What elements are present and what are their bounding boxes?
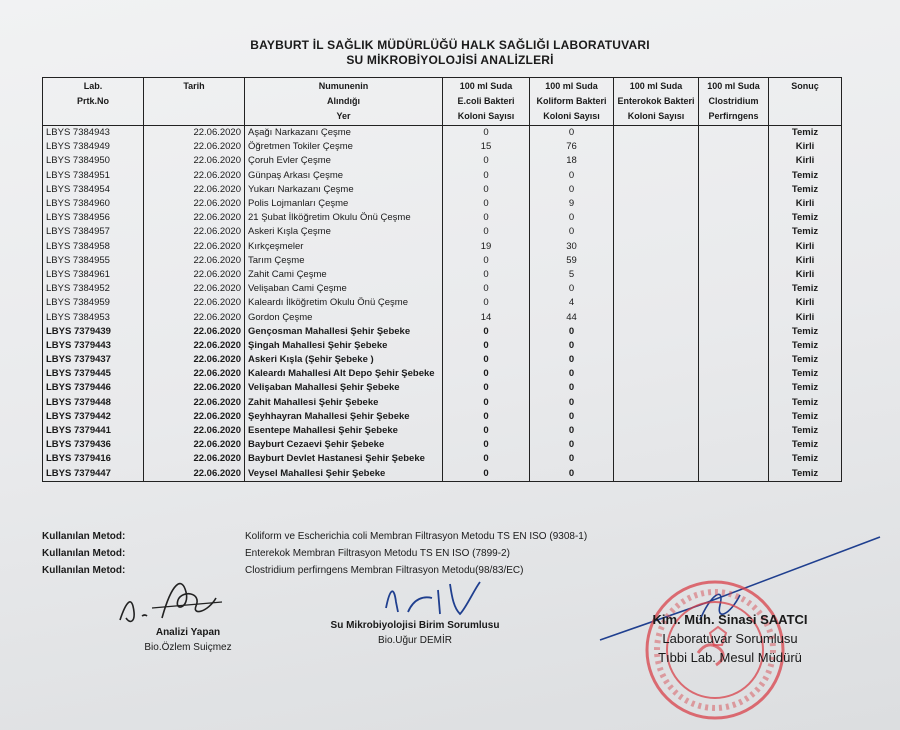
table-row — [43, 254, 842, 268]
ecoli-count-cell: 0 — [443, 467, 530, 482]
enterokok-count-cell — [614, 438, 699, 452]
date-cell: 22.06.2020 — [144, 197, 245, 211]
clostridium-cell — [699, 438, 769, 452]
result-cell: Temiz — [769, 381, 842, 395]
lab-number-cell: LBYS 7384943 — [43, 126, 144, 141]
clostridium-cell — [699, 452, 769, 466]
result-cell: Temiz — [769, 169, 842, 183]
table-row — [43, 396, 842, 410]
date-cell: 22.06.2020 — [144, 254, 245, 268]
ecoli-count-cell: 0 — [443, 353, 530, 367]
clostridium-cell — [699, 339, 769, 353]
date-cell: 22.06.2020 — [144, 339, 245, 353]
clostridium-cell — [699, 211, 769, 225]
table-row — [43, 452, 842, 466]
ecoli-count-cell: 0 — [443, 197, 530, 211]
analyst-signature — [112, 572, 232, 632]
enterokok-count-cell — [614, 367, 699, 381]
sample-location-cell: Çoruh Evler Çeşme — [245, 154, 443, 168]
koliform-count-cell: 0 — [530, 438, 614, 452]
ecoli-count-cell: 0 — [443, 424, 530, 438]
chief-title: Laboratuvar Sorumlusu — [662, 631, 798, 646]
clostridium-cell — [699, 410, 769, 424]
table-row — [43, 339, 842, 353]
clostridium-cell — [699, 240, 769, 254]
sample-location-cell: Zahit Cami Çeşme — [245, 268, 443, 282]
koliform-count-cell: 5 — [530, 268, 614, 282]
table-row — [43, 211, 842, 225]
ecoli-count-cell: 0 — [443, 154, 530, 168]
lab-number-cell: LBYS 7379446 — [43, 381, 144, 395]
enterokok-count-cell — [614, 353, 699, 367]
lab-number-cell: LBYS 7384951 — [43, 169, 144, 183]
table-row — [43, 438, 842, 452]
table-row — [43, 183, 842, 197]
date-cell: 22.06.2020 — [144, 353, 245, 367]
lab-number-cell: LBYS 7384953 — [43, 310, 144, 324]
table-row — [43, 310, 842, 324]
koliform-count-cell: 9 — [530, 197, 614, 211]
analyst-role: Analizi Yapan — [155, 627, 221, 638]
ecoli-count-cell: 19 — [443, 240, 530, 254]
sample-location-cell: Veysel Mahallesi Şehir Şebeke — [245, 467, 443, 482]
table-header-row — [43, 78, 842, 126]
result-cell: Temiz — [769, 211, 842, 225]
sample-location-cell: Askeri Kışla Çeşme — [245, 225, 443, 239]
col-header-lab: Lab. Prtk.No — [43, 78, 144, 126]
koliform-count-cell: 0 — [530, 183, 614, 197]
clostridium-cell — [699, 282, 769, 296]
sample-location-cell: Velişaban Mahallesi Şehir Şebeke — [245, 381, 443, 395]
enterokok-count-cell — [614, 154, 699, 168]
date-cell: 22.06.2020 — [144, 268, 245, 282]
table-row — [43, 240, 842, 254]
sample-location-cell: Zahit Mahallesi Şehir Şebeke — [245, 396, 443, 410]
koliform-count-cell: 0 — [530, 325, 614, 339]
lab-number-cell: LBYS 7384950 — [43, 154, 144, 168]
result-cell: Temiz — [769, 367, 842, 381]
date-cell: 22.06.2020 — [144, 154, 245, 168]
table-row — [43, 296, 842, 310]
enterokok-count-cell — [614, 296, 699, 310]
koliform-count-cell: 0 — [530, 396, 614, 410]
col-header-result: Sonuç — [769, 78, 842, 126]
ecoli-count-cell: 0 — [443, 211, 530, 225]
col-header-enterokok: 100 ml Suda Enterokok Bakteri Koloni Sayısı — [614, 78, 699, 126]
result-cell: Temiz — [769, 396, 842, 410]
chief-subtitle: Tıbbi Lab. Mesul Müdürü — [658, 650, 802, 665]
sample-location-cell: Askeri Kışla (Şehir Şebeke ) — [245, 353, 443, 367]
clostridium-cell — [699, 183, 769, 197]
koliform-count-cell: 0 — [530, 126, 614, 141]
koliform-count-cell: 0 — [530, 424, 614, 438]
koliform-count-cell: 59 — [530, 254, 614, 268]
enterokok-count-cell — [614, 452, 699, 466]
enterokok-count-cell — [614, 339, 699, 353]
sample-location-cell: Kaleardı Mahallesi Alt Depo Şehir Şebeke — [245, 367, 443, 381]
lab-number-cell: LBYS 7384949 — [43, 140, 144, 154]
sample-location-cell: Bayburt Cezaevi Şehir Şebeke — [245, 438, 443, 452]
table-row — [43, 353, 842, 367]
document-title: BAYBURT İL SAĞLIK MÜDÜRLÜĞÜ HALK SAĞLIĞI LABORATUVARI — [250, 38, 650, 52]
ecoli-count-cell: 0 — [443, 381, 530, 395]
enterokok-count-cell — [614, 381, 699, 395]
result-cell: Temiz — [769, 325, 842, 339]
koliform-count-cell: 0 — [530, 467, 614, 482]
enterokok-count-cell — [614, 254, 699, 268]
unit-role: Su Mikrobiyolojisi Birim Sorumlusu — [330, 620, 500, 631]
koliform-count-cell: 4 — [530, 296, 614, 310]
lab-number-cell: LBYS 7379439 — [43, 325, 144, 339]
result-cell: Temiz — [769, 438, 842, 452]
koliform-count-cell: 0 — [530, 282, 614, 296]
lab-number-cell: LBYS 7379436 — [43, 438, 144, 452]
col-header-clostridium: 100 ml Suda Clostridium Perfirngens — [699, 78, 769, 126]
clostridium-cell — [699, 169, 769, 183]
method-row: Kullanılan Metod: Clostridium perfirngens Membran Filtrasyon Metodu(98/83/EC) — [42, 565, 524, 576]
enterokok-count-cell — [614, 410, 699, 424]
date-cell: 22.06.2020 — [144, 452, 245, 466]
sample-location-cell: Kaleardı İlköğretim Okulu Önü Çeşme — [245, 296, 443, 310]
result-cell: Temiz — [769, 467, 842, 482]
analyst-signature-block — [128, 627, 248, 653]
enterokok-count-cell — [614, 140, 699, 154]
date-cell: 22.06.2020 — [144, 140, 245, 154]
koliform-count-cell: 44 — [530, 310, 614, 324]
ecoli-count-cell: 0 — [443, 410, 530, 424]
col-header-date: Tarih — [144, 78, 245, 126]
date-cell: 22.06.2020 — [144, 296, 245, 310]
table-row — [43, 467, 842, 482]
sample-location-cell: Günpaş Arkası Çeşme — [245, 169, 443, 183]
date-cell: 22.06.2020 — [144, 211, 245, 225]
clostridium-cell — [699, 254, 769, 268]
enterokok-count-cell — [614, 183, 699, 197]
ecoli-count-cell: 0 — [443, 396, 530, 410]
date-cell: 22.06.2020 — [144, 282, 245, 296]
koliform-count-cell: 0 — [530, 367, 614, 381]
table-row — [43, 154, 842, 168]
koliform-count-cell: 0 — [530, 211, 614, 225]
col-header-ecoli: 100 ml Suda E.coli Bakteri Koloni Sayısı — [443, 78, 530, 126]
date-cell: 22.06.2020 — [144, 169, 245, 183]
table-row — [43, 282, 842, 296]
koliform-count-cell: 0 — [530, 169, 614, 183]
enterokok-count-cell — [614, 225, 699, 239]
lab-number-cell: LBYS 7384954 — [43, 183, 144, 197]
sample-location-cell: Yukarı Narkazanı Çeşme — [245, 183, 443, 197]
ecoli-count-cell: 0 — [443, 325, 530, 339]
lab-number-cell: LBYS 7379437 — [43, 353, 144, 367]
sample-location-cell: Öğretmen Tokiler Çeşme — [245, 140, 443, 154]
chief-name: Kim. Müh. Sinasi SAATCI — [652, 612, 808, 627]
enterokok-count-cell — [614, 211, 699, 225]
ecoli-count-cell: 0 — [443, 339, 530, 353]
sample-location-cell: Şingah Mahallesi Şehir Şebeke — [245, 339, 443, 353]
lab-number-cell: LBYS 7384956 — [43, 211, 144, 225]
sample-location-cell: Aşağı Narkazanı Çeşme — [245, 126, 443, 141]
date-cell: 22.06.2020 — [144, 438, 245, 452]
clostridium-cell — [699, 140, 769, 154]
date-cell: 22.06.2020 — [144, 183, 245, 197]
table-row — [43, 424, 842, 438]
result-cell: Temiz — [769, 452, 842, 466]
date-cell: 22.06.2020 — [144, 325, 245, 339]
unit-signature — [380, 578, 500, 623]
clostridium-cell — [699, 396, 769, 410]
clostridium-cell — [699, 424, 769, 438]
koliform-count-cell: 0 — [530, 225, 614, 239]
enterokok-count-cell — [614, 424, 699, 438]
table-row — [43, 381, 842, 395]
koliform-count-cell: 30 — [530, 240, 614, 254]
lab-number-cell: LBYS 7379416 — [43, 452, 144, 466]
clostridium-cell — [699, 197, 769, 211]
date-cell: 22.06.2020 — [144, 381, 245, 395]
result-cell: Temiz — [769, 225, 842, 239]
ecoli-count-cell: 0 — [443, 268, 530, 282]
analysis-table — [42, 77, 842, 482]
result-cell: Temiz — [769, 282, 842, 296]
date-cell: 22.06.2020 — [144, 225, 245, 239]
enterokok-count-cell — [614, 467, 699, 482]
result-cell: Temiz — [769, 410, 842, 424]
table-row — [43, 169, 842, 183]
ecoli-count-cell: 14 — [443, 310, 530, 324]
clostridium-cell — [699, 381, 769, 395]
ecoli-count-cell: 0 — [443, 438, 530, 452]
ecoli-count-cell: 0 — [443, 169, 530, 183]
result-cell: Temiz — [769, 424, 842, 438]
result-cell: Kirli — [769, 154, 842, 168]
clostridium-cell — [699, 467, 769, 482]
ecoli-count-cell: 0 — [443, 126, 530, 141]
result-cell: Kirli — [769, 310, 842, 324]
sample-location-cell: Esentepe Mahallesi Şehir Şebeke — [245, 424, 443, 438]
table-row — [43, 126, 842, 141]
koliform-count-cell: 0 — [530, 452, 614, 466]
result-cell: Kirli — [769, 296, 842, 310]
ecoli-count-cell: 15 — [443, 140, 530, 154]
enterokok-count-cell — [614, 396, 699, 410]
ecoli-count-cell: 0 — [443, 367, 530, 381]
enterokok-count-cell — [614, 310, 699, 324]
unit-name: Bio.Uğur DEMİR — [378, 635, 452, 646]
clostridium-cell — [699, 367, 769, 381]
table-row — [43, 268, 842, 282]
col-header-place: Numunenin Alındığı Yer — [245, 78, 443, 126]
ecoli-count-cell: 0 — [443, 296, 530, 310]
lab-number-cell: LBYS 7379443 — [43, 339, 144, 353]
lab-number-cell: LBYS 7384960 — [43, 197, 144, 211]
lab-number-cell: LBYS 7384955 — [43, 254, 144, 268]
date-cell: 22.06.2020 — [144, 424, 245, 438]
koliform-count-cell: 0 — [530, 410, 614, 424]
koliform-count-cell: 0 — [530, 353, 614, 367]
clostridium-cell — [699, 353, 769, 367]
ecoli-count-cell: 0 — [443, 254, 530, 268]
date-cell: 22.06.2020 — [144, 240, 245, 254]
result-cell: Temiz — [769, 126, 842, 141]
clostridium-cell — [699, 268, 769, 282]
enterokok-count-cell — [614, 197, 699, 211]
ecoli-count-cell: 0 — [443, 225, 530, 239]
date-cell: 22.06.2020 — [144, 126, 245, 141]
document-subtitle: SU MİKROBİYOLOJİSİ ANALİZLERİ — [346, 53, 554, 67]
table-row — [43, 225, 842, 239]
clostridium-cell — [699, 325, 769, 339]
clostridium-cell — [699, 310, 769, 324]
lab-number-cell: LBYS 7384961 — [43, 268, 144, 282]
ecoli-count-cell: 0 — [443, 452, 530, 466]
enterokok-count-cell — [614, 325, 699, 339]
enterokok-count-cell — [614, 240, 699, 254]
table-row — [43, 325, 842, 339]
koliform-count-cell: 0 — [530, 339, 614, 353]
enterokok-count-cell — [614, 126, 699, 141]
lab-number-cell: LBYS 7379441 — [43, 424, 144, 438]
sample-location-cell: 21 Şubat İlköğretim Okulu Önü Çeşme — [245, 211, 443, 225]
sample-location-cell: Gordon Çeşme — [245, 310, 443, 324]
table-row — [43, 197, 842, 211]
lab-number-cell: LBYS 7384952 — [43, 282, 144, 296]
table-row — [43, 367, 842, 381]
method-row: Kullanılan Metod: Koliform ve Escherichia coli Membran Filtrasyon Metodu TS EN ISO (9308-1) — [42, 531, 588, 542]
lab-number-cell: LBYS 7379447 — [43, 467, 144, 482]
sample-location-cell: Bayburt Devlet Hastanesi Şehir Şebeke — [245, 452, 443, 466]
sample-location-cell: Gençosman Mahallesi Şehir Şebeke — [245, 325, 443, 339]
koliform-count-cell: 76 — [530, 140, 614, 154]
result-cell: Kirli — [769, 240, 842, 254]
chief-signature-block — [615, 610, 845, 667]
lab-number-cell: LBYS 7379448 — [43, 396, 144, 410]
sample-location-cell: Kırkçeşmeler — [245, 240, 443, 254]
result-cell: Temiz — [769, 339, 842, 353]
sample-location-cell: Şeyhhayran Mahallesi Şehir Şebeke — [245, 410, 443, 424]
lab-number-cell: LBYS 7384959 — [43, 296, 144, 310]
method-row: Kullanılan Metod: Enterekok Membran Filtrasyon Metodu TS EN ISO (7899-2) — [42, 548, 510, 559]
date-cell: 22.06.2020 — [144, 310, 245, 324]
lab-number-cell: LBYS 7379442 — [43, 410, 144, 424]
clostridium-cell — [699, 154, 769, 168]
sample-location-cell: Velişaban Cami Çeşme — [245, 282, 443, 296]
sample-location-cell: Polis Lojmanları Çeşme — [245, 197, 443, 211]
result-cell: Temiz — [769, 353, 842, 367]
clostridium-cell — [699, 126, 769, 141]
result-cell: Kirli — [769, 197, 842, 211]
col-header-koliform: 100 ml Suda Koliform Bakteri Koloni Sayısı — [530, 78, 614, 126]
result-cell: Temiz — [769, 183, 842, 197]
enterokok-count-cell — [614, 282, 699, 296]
koliform-count-cell: 0 — [530, 381, 614, 395]
clostridium-cell — [699, 296, 769, 310]
date-cell: 22.06.2020 — [144, 410, 245, 424]
enterokok-count-cell — [614, 268, 699, 282]
date-cell: 22.06.2020 — [144, 467, 245, 482]
analyst-name: Bio.Özlem Suiçmez — [144, 642, 232, 653]
result-cell: Kirli — [769, 254, 842, 268]
ecoli-count-cell: 0 — [443, 282, 530, 296]
clostridium-cell — [699, 225, 769, 239]
enterokok-count-cell — [614, 169, 699, 183]
unit-signature-block — [330, 620, 500, 646]
lab-number-cell: LBYS 7384957 — [43, 225, 144, 239]
result-cell: Kirli — [769, 268, 842, 282]
table-row — [43, 410, 842, 424]
lab-number-cell: LBYS 7379445 — [43, 367, 144, 381]
koliform-count-cell: 18 — [530, 154, 614, 168]
date-cell: 22.06.2020 — [144, 396, 245, 410]
ecoli-count-cell: 0 — [443, 183, 530, 197]
lab-number-cell: LBYS 7384958 — [43, 240, 144, 254]
result-cell: Kirli — [769, 140, 842, 154]
table-row — [43, 140, 842, 154]
date-cell: 22.06.2020 — [144, 367, 245, 381]
sample-location-cell: Tarım Çeşme — [245, 254, 443, 268]
